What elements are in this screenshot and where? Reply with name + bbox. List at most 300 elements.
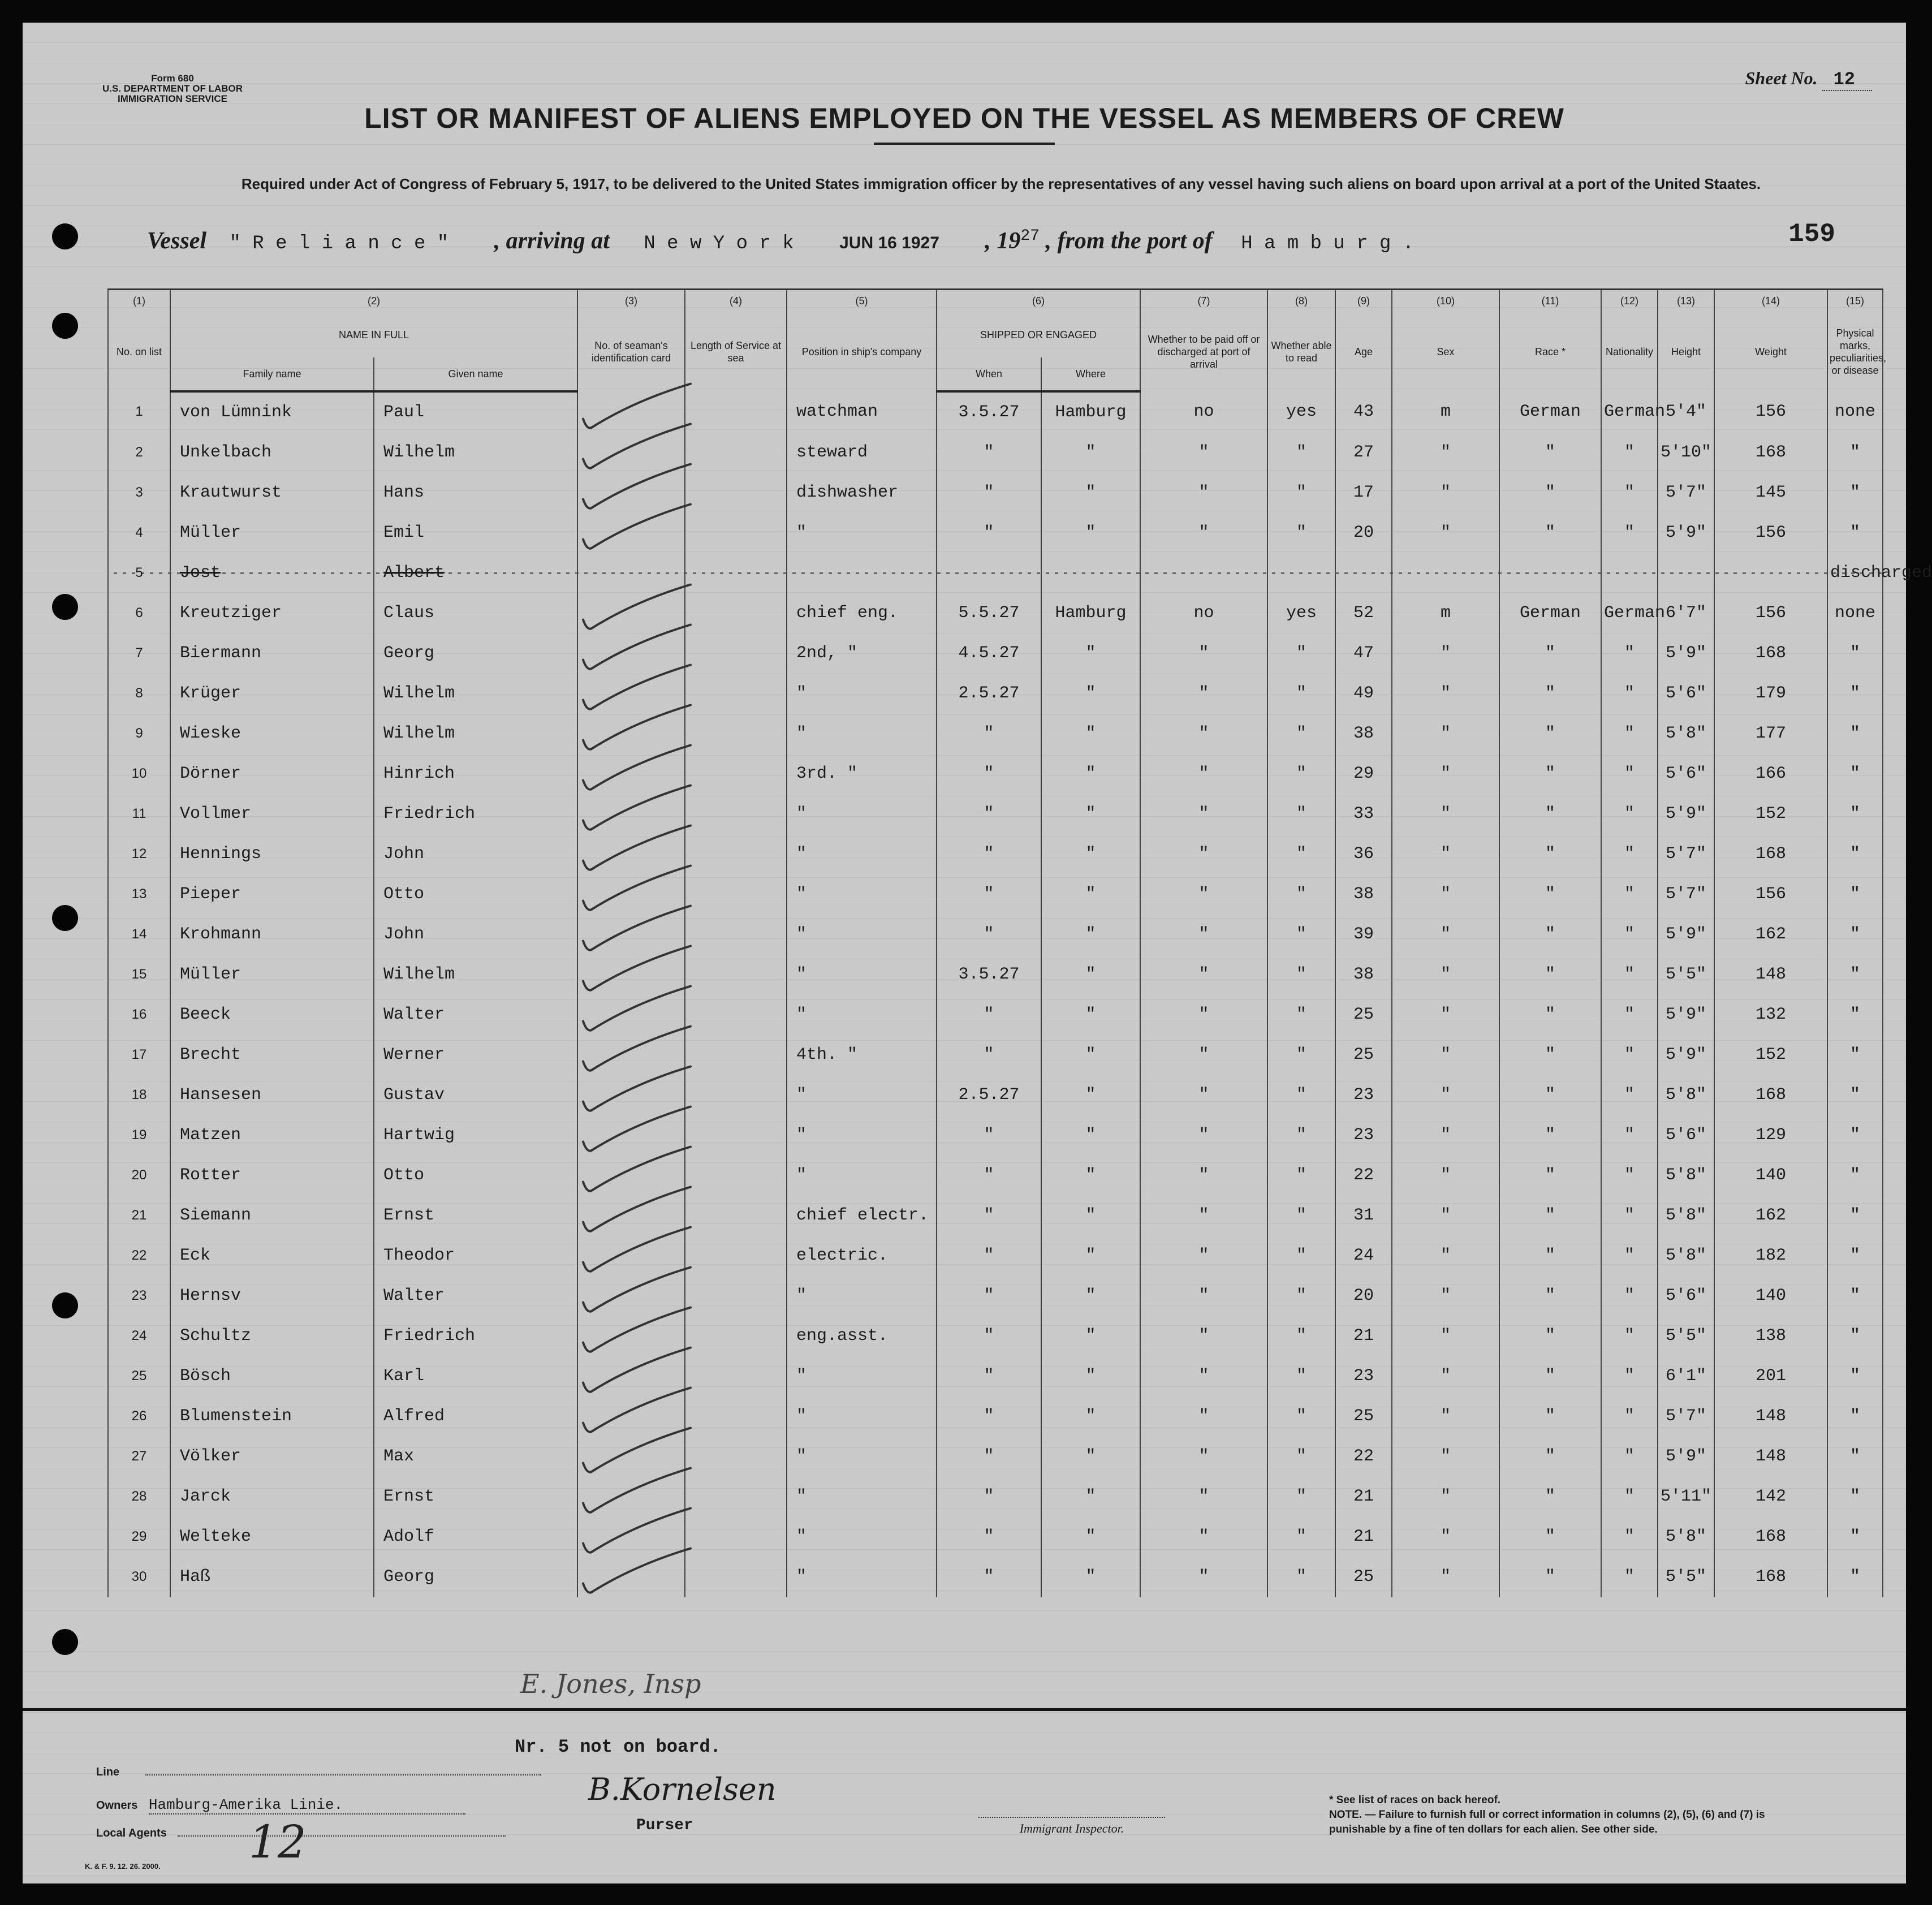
cell-sex: " [1392, 1035, 1499, 1075]
fine-note: NOTE. — Failure to furnish full or correct information in columns (2), (5), (6) and (7) is punishable by a fine of ten dollars for each alien. See other side. [1329, 1809, 1765, 1835]
owners-field [96, 1796, 465, 1815]
cell-physical: " [1827, 1276, 1883, 1316]
cell-age: 25 [1335, 1397, 1392, 1437]
cell-when: " [937, 714, 1041, 754]
cell-read: " [1267, 433, 1335, 473]
cell-paid: " [1140, 674, 1267, 714]
cell-sex: " [1392, 1156, 1499, 1196]
cell-paid: " [1140, 995, 1267, 1035]
cell-physical: " [1827, 874, 1883, 915]
cell-position: " [787, 1557, 937, 1597]
cell-read: " [1267, 1236, 1335, 1276]
cell-no: 20 [108, 1156, 170, 1196]
cell-where: " [1041, 633, 1140, 674]
check-mark-icon [583, 1549, 691, 1593]
header-shipped: SHIPPED OR ENGAGED [937, 312, 1140, 357]
cell-no: 9 [108, 714, 170, 754]
cell-physical: " [1827, 1316, 1883, 1356]
cell-paid: " [1140, 633, 1267, 674]
cell-height: 5'8" [1658, 1196, 1714, 1236]
cell-family: Beeck [170, 995, 374, 1035]
cell-where: " [1041, 1115, 1140, 1156]
departure-port: H a m b u r g . [1241, 233, 1414, 255]
cell-no: 5 [108, 553, 170, 593]
col-num: (3) [577, 290, 685, 312]
cell-weight: 156 [1714, 391, 1827, 433]
cell-position: chief electr. [787, 1196, 937, 1236]
cell-race: " [1499, 674, 1601, 714]
cell-race: " [1499, 1276, 1601, 1316]
cell-family: Brecht [170, 1035, 374, 1075]
local-agents-label: Local Agents [96, 1827, 167, 1839]
from-port-label: , from the port of [1045, 228, 1213, 254]
cell-sex: " [1392, 1075, 1499, 1115]
cell-family: Eck [170, 1236, 374, 1276]
cell-read: " [1267, 1557, 1335, 1597]
cell-height: 5'7" [1658, 834, 1714, 874]
cell-when: " [937, 1236, 1041, 1276]
cell-no: 7 [108, 633, 170, 674]
cell-no: 30 [108, 1557, 170, 1597]
cell-position: " [787, 674, 937, 714]
cell-when: " [937, 794, 1041, 834]
sheet-label: Sheet No. [1745, 68, 1818, 88]
cell-physical: " [1827, 754, 1883, 794]
cell-family: Biermann [170, 633, 374, 674]
cell-physical: " [1827, 1156, 1883, 1196]
cell-weight: 142 [1714, 1477, 1827, 1517]
cell-race: " [1499, 1477, 1601, 1517]
cell-nat: " [1601, 1557, 1658, 1597]
cell-height: 6'7" [1658, 593, 1714, 633]
check-mark-icon [583, 464, 691, 508]
col-num: (5) [787, 290, 937, 312]
purser-signature: B.Kornelsen [588, 1772, 777, 1807]
header-where: Where [1041, 357, 1140, 391]
cell-nat: " [1601, 874, 1658, 915]
cell-read: " [1267, 633, 1335, 674]
cell-height: 5'5" [1658, 1557, 1714, 1597]
cell-position: eng.asst. [787, 1316, 937, 1356]
cell-given: Georg [374, 633, 577, 674]
check-mark-icon [583, 1268, 691, 1312]
cell-no: 27 [108, 1437, 170, 1477]
cell-position: 2nd, " [787, 633, 937, 674]
cell-race: " [1499, 1316, 1601, 1356]
cell-paid: " [1140, 1156, 1267, 1196]
cell-where: " [1041, 794, 1140, 834]
cell-age: 43 [1335, 391, 1392, 433]
cell-age: 25 [1335, 1035, 1392, 1075]
cell-weight: 152 [1714, 794, 1827, 834]
cell-height: 5'5" [1658, 955, 1714, 995]
cell-paid: " [1140, 1035, 1267, 1075]
header-length-service: Length of Service at sea [685, 312, 787, 391]
cell-physical: " [1827, 513, 1883, 553]
cell-read: " [1267, 513, 1335, 553]
arriving-label: , arriving at [494, 228, 610, 254]
col-num: (1) [108, 290, 170, 312]
cell-paid: " [1140, 874, 1267, 915]
col-num: (10) [1392, 290, 1499, 312]
cell-given: John [374, 915, 577, 955]
cell-race: " [1499, 1196, 1601, 1236]
cell-nat: " [1601, 1115, 1658, 1156]
cell-where: Hamburg [1041, 391, 1140, 433]
cell-when: " [937, 1437, 1041, 1477]
cell-when: 2.5.27 [937, 674, 1041, 714]
cell-weight: 148 [1714, 1397, 1827, 1437]
cell-read: " [1267, 1035, 1335, 1075]
cell-race: " [1499, 915, 1601, 955]
cell-no: 6 [108, 593, 170, 633]
header-sex: Sex [1392, 312, 1499, 391]
line-label: Line [96, 1766, 120, 1778]
cell-read: " [1267, 834, 1335, 874]
cell-position: " [787, 1075, 937, 1115]
line-field [96, 1766, 541, 1779]
cell-weight: 140 [1714, 1276, 1827, 1316]
cell-weight: 140 [1714, 1156, 1827, 1196]
cell-position: " [787, 874, 937, 915]
inspector-initials: E. Jones, Insp [520, 1669, 701, 1699]
cell-weight: 162 [1714, 915, 1827, 955]
cell-age: 36 [1335, 834, 1392, 874]
check-mark-icon [583, 1187, 691, 1231]
cell-when: 5.5.27 [937, 593, 1041, 633]
cell-given: Wilhelm [374, 433, 577, 473]
cell-age: 39 [1335, 915, 1392, 955]
cell-paid: " [1140, 794, 1267, 834]
cell-sex: " [1392, 433, 1499, 473]
cell-weight: 156 [1714, 593, 1827, 633]
header-when: When [937, 357, 1041, 391]
cell-sex: " [1392, 1196, 1499, 1236]
cell-given: Hans [374, 473, 577, 513]
cell-nat: " [1601, 1075, 1658, 1115]
cell-nat: " [1601, 995, 1658, 1035]
cell-sex: " [1392, 1276, 1499, 1316]
cell-race: " [1499, 955, 1601, 995]
cell-no: 21 [108, 1196, 170, 1236]
cell-race: " [1499, 714, 1601, 754]
cell-height: 5'6" [1658, 1276, 1714, 1316]
cell-weight: 156 [1714, 513, 1827, 553]
cell-race: German [1499, 593, 1601, 633]
check-mark-icon [583, 1107, 691, 1151]
cell-race: " [1499, 473, 1601, 513]
header-name-in-full: NAME IN FULL [170, 312, 577, 357]
cell-given: Max [374, 1437, 577, 1477]
cell-age: 38 [1335, 874, 1392, 915]
cell-age: 24 [1335, 1236, 1392, 1276]
cell-paid: " [1140, 1397, 1267, 1437]
inspector-label: Immigrant Inspector. [978, 1817, 1165, 1836]
cell-nat: " [1601, 1035, 1658, 1075]
check-mark-icon [583, 1027, 691, 1071]
form-number: Form 680 [151, 73, 194, 84]
cell-family: Kreutziger [170, 593, 374, 633]
cell-sex: " [1392, 1517, 1499, 1557]
cell-physical: " [1827, 1075, 1883, 1115]
cell-physical: none [1827, 391, 1883, 433]
cell-physical: " [1827, 1115, 1883, 1156]
cell-weight: 179 [1714, 674, 1827, 714]
cell-given: Wilhelm [374, 955, 577, 995]
cell-given: Ernst [374, 1196, 577, 1236]
cell-where: " [1041, 834, 1140, 874]
cell-height: 5'9" [1658, 1437, 1714, 1477]
cell-where: " [1041, 1477, 1140, 1517]
cell-nat: " [1601, 473, 1658, 513]
cell-paid: " [1140, 834, 1267, 874]
check-mark-icon [583, 1227, 691, 1272]
cell-height: 6'1" [1658, 1356, 1714, 1397]
cell-physical: " [1827, 955, 1883, 995]
cell-family: Hennings [170, 834, 374, 874]
cell-paid: " [1140, 1557, 1267, 1597]
check-mark-icon [583, 705, 691, 749]
cell-weight: 182 [1714, 1236, 1827, 1276]
cell-height: 5'11" [1658, 1477, 1714, 1517]
cell-sex: m [1392, 593, 1499, 633]
purser-label: Purser [636, 1817, 693, 1834]
cell-race: German [1499, 391, 1601, 433]
cell-where: " [1041, 995, 1140, 1035]
cell-where: " [1041, 1035, 1140, 1075]
col-num: (7) [1140, 290, 1267, 312]
check-mark-icon [583, 1388, 691, 1432]
check-mark-icon [583, 1308, 691, 1352]
handwritten-agent-number: 12 [249, 1816, 307, 1868]
cell-position: " [787, 995, 937, 1035]
cell-paid: " [1140, 1115, 1267, 1156]
cell-position: watchman [787, 391, 937, 433]
cell-no: 15 [108, 955, 170, 995]
header-position: Position in ship's company [787, 312, 937, 391]
cell-family: Haß [170, 1557, 374, 1597]
cell-family: Siemann [170, 1196, 374, 1236]
cell-given: Otto [374, 874, 577, 915]
cell-position: " [787, 1517, 937, 1557]
owners-value: Hamburg-Amerika Linie. [149, 1796, 465, 1815]
cell-nat: " [1601, 714, 1658, 754]
cell-where: " [1041, 1517, 1140, 1557]
cell-no: 4 [108, 513, 170, 553]
cell-paid: no [1140, 593, 1267, 633]
cell-no: 14 [108, 915, 170, 955]
cell-paid: " [1140, 1356, 1267, 1397]
cell-age: 21 [1335, 1517, 1392, 1557]
cell-nat: " [1601, 1356, 1658, 1397]
col-num: (6) [937, 290, 1140, 312]
cell-weight: 168 [1714, 1075, 1827, 1115]
cell-where: " [1041, 433, 1140, 473]
cell-family: Matzen [170, 1115, 374, 1156]
cell-height: 5'8" [1658, 1236, 1714, 1276]
cell-when: " [937, 1115, 1041, 1156]
cell-height: 5'9" [1658, 915, 1714, 955]
check-mark-icon [583, 786, 691, 830]
cell-no: 26 [108, 1397, 170, 1437]
cell-race: " [1499, 1075, 1601, 1115]
cell-no: 28 [108, 1477, 170, 1517]
cell-when: " [937, 1397, 1041, 1437]
cell-given: Karl [374, 1356, 577, 1397]
cell-age: 27 [1335, 433, 1392, 473]
cell-given: Theodor [374, 1236, 577, 1276]
check-mark-icon [583, 1509, 691, 1553]
cell-read: " [1267, 955, 1335, 995]
cell-read: " [1267, 473, 1335, 513]
check-mark-icon [583, 946, 691, 990]
cell-sex: " [1392, 1477, 1499, 1517]
cell-race: " [1499, 1397, 1601, 1437]
cell-read: " [1267, 754, 1335, 794]
owners-label: Owners [96, 1799, 138, 1812]
races-note: * See list of races on back hereof. [1329, 1794, 1501, 1806]
cell-age: 22 [1335, 1156, 1392, 1196]
header-family-name: Family name [170, 357, 374, 391]
cell-race: " [1499, 1035, 1601, 1075]
cell-read: " [1267, 1316, 1335, 1356]
cell-position: " [787, 1477, 937, 1517]
cell-weight: 148 [1714, 955, 1827, 995]
cell-given: Gustav [374, 1075, 577, 1115]
cell-height: 5'8" [1658, 1075, 1714, 1115]
cell-weight: 138 [1714, 1316, 1827, 1356]
cell-when: " [937, 915, 1041, 955]
cell-position: " [787, 955, 937, 995]
cell-age: 21 [1335, 1316, 1392, 1356]
cell-where: " [1041, 955, 1140, 995]
cell-paid: " [1140, 433, 1267, 473]
cell-no: 3 [108, 473, 170, 513]
cell-sex: " [1392, 1115, 1499, 1156]
cell-height: 5'9" [1658, 1035, 1714, 1075]
cell-race: " [1499, 513, 1601, 553]
cell-family: Blumenstein [170, 1397, 374, 1437]
cell-nat: " [1601, 754, 1658, 794]
cell-weight: 177 [1714, 714, 1827, 754]
cell-sex: " [1392, 1557, 1499, 1597]
cell-position: steward [787, 433, 937, 473]
cell-physical: discharged [1827, 553, 1883, 593]
cell-sex: " [1392, 995, 1499, 1035]
cell-physical: " [1827, 1236, 1883, 1276]
cell-race: " [1499, 1557, 1601, 1597]
cell-family: Jarck [170, 1477, 374, 1517]
cell-read: " [1267, 915, 1335, 955]
cell-family: Krüger [170, 674, 374, 714]
cell-sex: " [1392, 834, 1499, 874]
cell-family: Schultz [170, 1316, 374, 1356]
cell-age: 23 [1335, 1115, 1392, 1156]
cell-position: " [787, 1156, 937, 1196]
cell-where: " [1041, 473, 1140, 513]
cell-nat: " [1601, 794, 1658, 834]
cell-physical: " [1827, 1517, 1883, 1557]
cell-position: dishwasher [787, 473, 937, 513]
cell-sex: " [1392, 1236, 1499, 1276]
cell-physical: none [1827, 593, 1883, 633]
cell-read: " [1267, 1196, 1335, 1236]
footer-notes [1329, 1793, 1815, 1837]
cell-height: 5'8" [1658, 1156, 1714, 1196]
local-agents-blank [178, 1835, 506, 1837]
cell-nat: " [1601, 674, 1658, 714]
cell-position: " [787, 794, 937, 834]
cell-height: 5'6" [1658, 754, 1714, 794]
cell-age: 47 [1335, 633, 1392, 674]
cell-height: 5'9" [1658, 633, 1714, 674]
cell-height: 5'7" [1658, 1397, 1714, 1437]
cell-when: 4.5.27 [937, 633, 1041, 674]
cell-when: " [937, 513, 1041, 553]
handwritten-check-marks [23, 23, 1906, 1884]
cell-no: 19 [108, 1115, 170, 1156]
cell-weight: 168 [1714, 1557, 1827, 1597]
cell-read: " [1267, 874, 1335, 915]
check-mark-icon [583, 384, 691, 428]
cell-no: 10 [108, 754, 170, 794]
cell-given: Paul [374, 391, 577, 433]
cell-read: " [1267, 1437, 1335, 1477]
cell-height: 5'8" [1658, 714, 1714, 754]
cell-height: 5'5" [1658, 1316, 1714, 1356]
cell-when: " [937, 1356, 1041, 1397]
cell-nat: " [1601, 1437, 1658, 1477]
cell-nat: " [1601, 1397, 1658, 1437]
cell-given: Emil [374, 513, 577, 553]
cell-given: Friedrich [374, 1316, 577, 1356]
cell-paid: " [1140, 1477, 1267, 1517]
cell-physical: " [1827, 674, 1883, 714]
cell-position: " [787, 1437, 937, 1477]
cell-physical: " [1827, 433, 1883, 473]
cell-given: Albert [374, 553, 577, 593]
cell-where: " [1041, 1316, 1140, 1356]
cell-paid: " [1140, 1437, 1267, 1477]
cell-given: Adolf [374, 1517, 577, 1557]
check-mark-icon [583, 1067, 691, 1111]
cell-sex: " [1392, 714, 1499, 754]
col-num: (13) [1658, 290, 1714, 312]
cell-age: 17 [1335, 473, 1392, 513]
vessel-name: " R e l i a n c e " [229, 233, 449, 255]
cell-where: " [1041, 1276, 1140, 1316]
cell-nat: " [1601, 834, 1658, 874]
cell-where: " [1041, 714, 1140, 754]
cell-age: 22 [1335, 1437, 1392, 1477]
cell-position: 4th. " [787, 1035, 937, 1075]
cell-age: 49 [1335, 674, 1392, 714]
cell-sex: " [1392, 1316, 1499, 1356]
cell-family: Unkelbach [170, 433, 374, 473]
cell-height: 5'7" [1658, 473, 1714, 513]
cell-read: " [1267, 1397, 1335, 1437]
header-race: Race * [1499, 312, 1601, 391]
cell-race: " [1499, 633, 1601, 674]
cell-family: Dörner [170, 754, 374, 794]
cell-paid: " [1140, 955, 1267, 995]
cell-race: " [1499, 874, 1601, 915]
cell-given: John [374, 834, 577, 874]
check-mark-icon [583, 1428, 691, 1472]
cell-family: Rotter [170, 1156, 374, 1196]
cell-weight: 168 [1714, 633, 1827, 674]
cell-age: 21 [1335, 1477, 1392, 1517]
